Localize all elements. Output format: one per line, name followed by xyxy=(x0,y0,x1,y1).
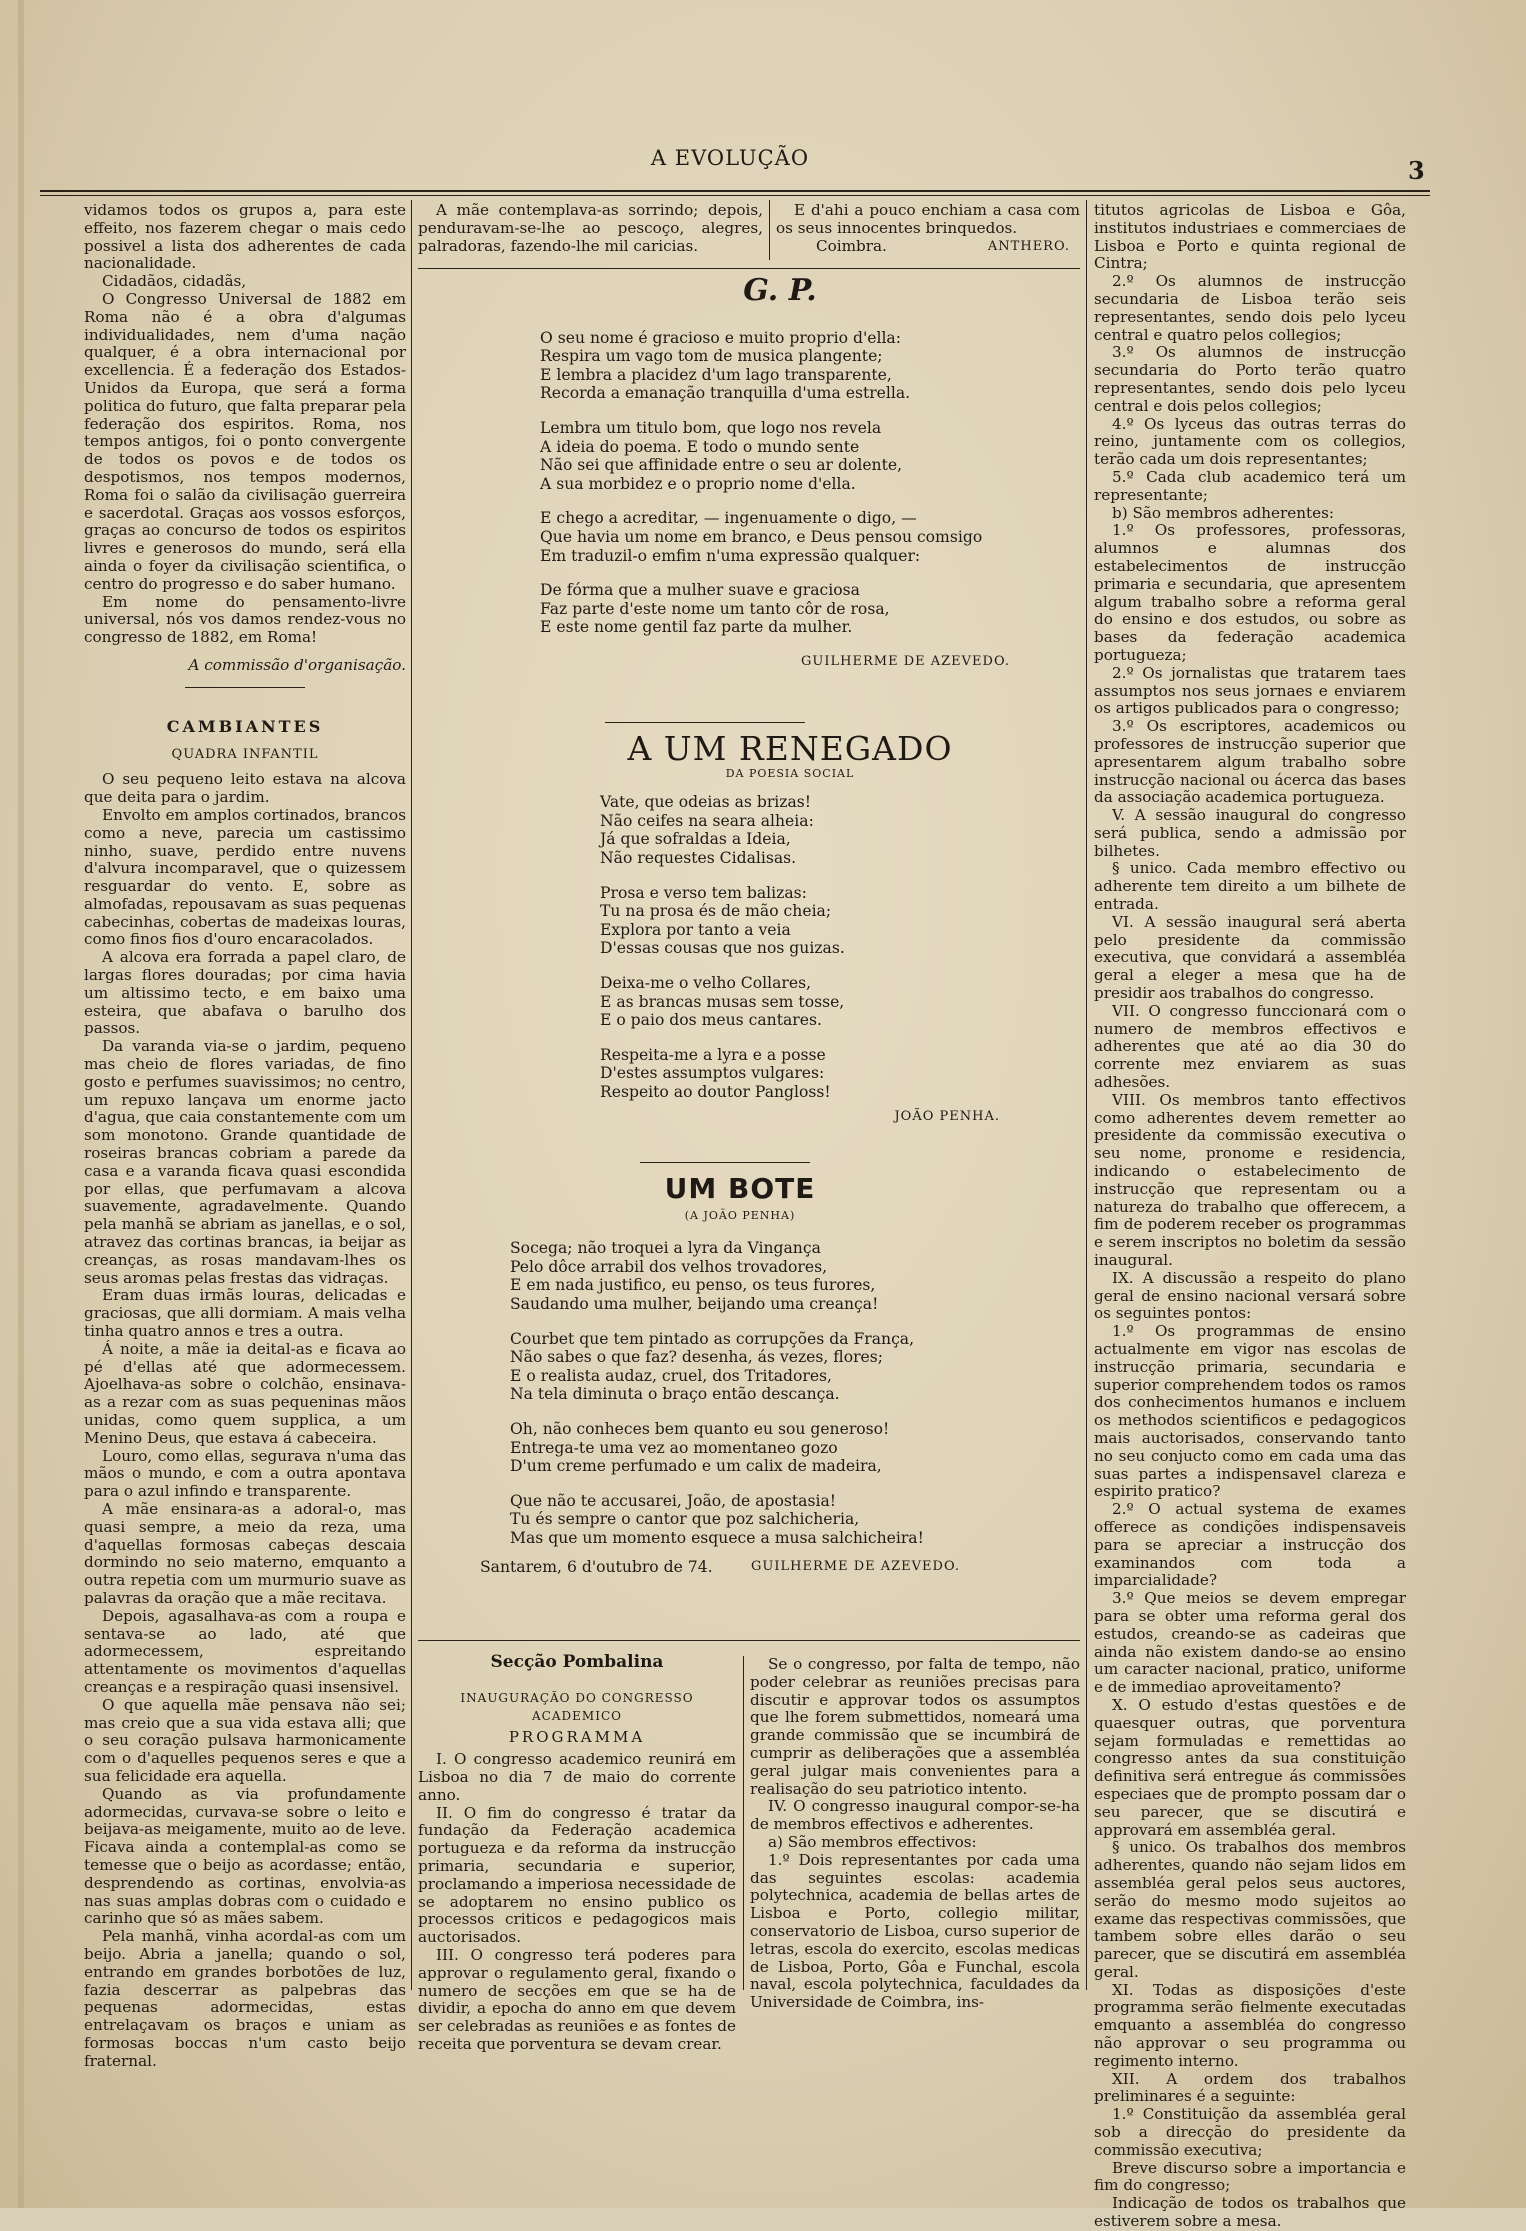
column-rule-4 xyxy=(743,1656,744,1990)
seccao-title: Secção Pombalina xyxy=(490,1652,664,1672)
paragraph: a) São membros effectivos: xyxy=(768,1832,977,1851)
paragraph: 3.º Que meios se devem empregar para se obter uma reforma geral dos estudos, creando-se as cadeiras que ainda não existem dando-se ao ensino um caracter nacional, pratico, uniforme e de immediao aproveitamento? xyxy=(1094,1589,1406,1697)
verse-line: E este nome gentil faz parte da mulher. xyxy=(540,618,853,637)
verse-line: Não sabes o que faz? desenha, ás vezes, flores; xyxy=(510,1348,884,1367)
verse-line: D'essas cousas que nos guizas. xyxy=(600,939,845,958)
verse-line: Courbet que tem pintado as corrupções da França, xyxy=(510,1329,915,1348)
paragraph: A mãe contemplava-as sorrindo; depois, penduravam-se-lhe ao pescoço, alegres, palradoras, fazendo-lhe mil caricias. xyxy=(418,201,763,255)
verse-line: Na tela diminuta o braço então descança. xyxy=(510,1385,840,1404)
divider xyxy=(418,268,1080,269)
paragraph: Á noite, a mãe ia deital-as e ficava ao pé d'ellas até que adormecessem. Ajoelhava-as sobre o colchão, ensinava-as a rezar com as suas pequeninas mãos unidas, como quem supplica, a um Menino Deus, que estava á cabeceira. xyxy=(84,1339,406,1447)
paragraph: E d'ahi a pouco enchiam a casa com os seus innocentes brinquedos. xyxy=(776,201,1080,237)
place-line: Santarem, 6 d'outubro de 74. xyxy=(480,1557,713,1576)
verse-line: Recorda a emanação tranquilla d'uma estrella. xyxy=(540,384,911,403)
paragraph: § unico. Os trabalhos dos membros adherentes, quando não sejam lidos em assembléa geral pelos seus auctores, serão do mesmo modo sujeitos ao exame das respectivas commissões, que tambem sobre elles darão o seu parecer, que se discutirá em assembléa geral. xyxy=(1094,1838,1406,1981)
stanza xyxy=(540,419,1020,493)
paragraph: I. O congresso academico reunirá em Lisboa no dia 7 de maio do corrente anno. xyxy=(418,1750,736,1804)
divider xyxy=(605,722,805,723)
place-line: Coimbra. xyxy=(816,236,887,255)
paragraph: VII. O congresso funccionará com o numero de membros effectivos e adherentes que até ao dia 30 do corrente mez enviarem as suas adhesões. xyxy=(1094,1001,1406,1092)
paragraph: Em nome do pensamento-livre universal, nós vos damos rendez-vous no congresso de 1882, em Roma! xyxy=(84,592,406,647)
paragraph: 3.º Os escriptores, academicos ou professores de instrucção superior que apresentarem algum trabalho sobre instrucção nacional ou ácerca das bases da associação academica portugueza. xyxy=(1094,717,1406,807)
verse-line: A ideia do poema. E todo o mundo sente xyxy=(540,437,860,456)
paragraph: Indicação de todos os trabalhos que estiverem sobre a mesa. xyxy=(1094,2194,1406,2231)
paragraph: X. O estudo d'estas questões e de quaesquer outras, que porventura sejam formuladas e remettidas ao congresso antes da sua constituição definitiva será entregue ás commissões especiaes que de prompto possam dar o seu parecer, que se discutirá e approvará em assembléa geral. xyxy=(1094,1695,1406,1839)
author-signature: GUILHERME DE AZEVEDO. xyxy=(751,1558,960,1574)
verse-line: Deixa-me o velho Collares, xyxy=(600,973,812,992)
verse-line: E lembra a placidez d'um lago transparente, xyxy=(540,365,892,384)
verse-line: O seu nome é gracioso e muito proprio d'ella: xyxy=(540,328,901,347)
paragraph: b) São membros adherentes: xyxy=(1112,503,1335,522)
verse-line: Não sei que affinidade entre o seu ar dolente, xyxy=(540,456,903,475)
seccao-left xyxy=(418,1650,736,2054)
stanza xyxy=(540,329,1020,403)
verse-line: Pelo dôce arrabil dos velhos trovadores, xyxy=(510,1257,828,1276)
verse-line: Não ceifes na seara alheia: xyxy=(600,811,814,830)
stanza xyxy=(510,1239,1030,1313)
stanza xyxy=(540,509,1020,565)
verse-line: Entrega-te uma vez ao momentaneo gozo xyxy=(510,1438,838,1457)
verse-line: D'um creme perfumado e um calix de madeira, xyxy=(510,1457,882,1476)
stanza xyxy=(600,884,1020,958)
paragraph: 1.º Os programmas de ensino actualmente em vigor nas escolas de instrucção primaria, secundaria e superior comprehendem todos os ramos dos conhecimentos humanos e incluem os methodos scientificos e pedagogicos mais auctorisados, conservando tanto no seu conjucto como em cada uma das suas partes a indispensavel clareza e espirito pratico? xyxy=(1094,1322,1406,1501)
stanza xyxy=(510,1492,1030,1548)
verse-line: Já que sofraldas a Ideia, xyxy=(600,830,791,849)
paragraph: Breve discurso sobre a importancia e fim do congresso; xyxy=(1094,2158,1406,2195)
paragraph: O que aquella mãe pensava não sei; mas creio que a sua vida estava alli; que o seu coração pulsava harmonicamente com o d'aquelles pequenos seres e que a sua felicidade era aquella. xyxy=(84,1695,406,1785)
paragraph: XI. Todas as disposições d'este programma serão fielmente executadas emquanto a assembléa do congresso não approvar o seu programma ou regimento interno. xyxy=(1094,1980,1406,2070)
verse-line: Faz parte d'este nome um tanto côr de rosa, xyxy=(540,599,890,618)
bote-subtitle: (A JOÃO PENHA) xyxy=(684,1208,796,1222)
verse-line: Vate, que odeias as brizas! xyxy=(600,793,812,812)
verse-line: Oh, não conheces bem quanto eu sou generoso! xyxy=(510,1419,890,1438)
cambiantes-title: CAMBIANTES xyxy=(166,716,324,736)
column-rule-3 xyxy=(1086,200,1087,1990)
column-3-top xyxy=(776,202,1080,255)
column-rule-2 xyxy=(769,200,770,260)
divider xyxy=(640,1162,810,1163)
paragraph: II. O fim do congresso é tratar da fundação da Federação academica portugueza e da reforma da instrucção primaria, secundaria e superior, proclamando a imperiosa necessidade de se adoptarem no ensino publico os processos criticos e pedagogicos mais auctorisados. xyxy=(418,1803,736,1947)
verse-line: Lembra um titulo bom, que logo nos revela xyxy=(540,418,882,437)
column-rule-1 xyxy=(411,200,412,1990)
paragraph: 2.º Os alumnos de instrucção secundaria de Lisboa terão seis representantes, sendo dois pelo lyceu central e quatro pelos collegios; xyxy=(1094,272,1406,344)
paragraph: III. O congresso terá poderes para approvar o regulamento geral, fixando o numero de secções em que se ha de dividir, a epocha do anno em que devem ser celebradas as reuniões e as fontes de receita que porventura se devam crear. xyxy=(418,1945,736,2053)
verse-line: Socega; não troquei a lyra da Vingança xyxy=(510,1239,821,1258)
stanza xyxy=(600,974,1020,1030)
verse-line: De fórma que a mulher suave e graciosa xyxy=(540,581,860,600)
bote-block xyxy=(480,1172,1030,1576)
renegado-block xyxy=(600,729,1020,1126)
paragraph: Se o congresso, por falta de tempo, não poder celebrar as reuniões precisas para discutir e approvar todos os assumptos que lhe forem submettidos, nomeará uma grande commissão que se incumbirá de cumprir as deliberações que a assembléa geral julgar mais convenientes para a realisação do seu patriotico intento. xyxy=(750,1655,1080,1798)
page-number: 3 xyxy=(1408,156,1425,185)
verse-line: E em nada justifico, eu penso, os teus furores, xyxy=(510,1276,876,1295)
verse-line: Tu na prosa és de mão cheia; xyxy=(600,902,832,921)
author-signature: JOÃO PENHA. xyxy=(894,1108,1000,1124)
paragraph: Pela manhã, vinha acordal-as com um beijo. Abria a janella; quando o sol, entrando em grandes borbotões de luz, fazia descerrar as palpebras das pequenas adormecidas, estas entrelaçavam os braços e uniam as formosas boccas n'um casto beijo fraternal. xyxy=(84,1927,406,2070)
divider xyxy=(418,1640,1080,1641)
gp-poem-block xyxy=(540,273,1020,672)
paragraph: 1.º Os professores, professoras, alumnos e alumnas dos estabelecimentos de instrucção primaria e secundaria, que apresentem algum trabalho sobre a reforma geral do ensino e dos estudos, ou sobre as bases da federação academica portugueza; xyxy=(1094,521,1406,664)
page-fold xyxy=(18,0,24,2208)
paragraph: 3.º Os alumnos de instrucção secundaria do Porto terão quatro representantes, sendo dois pelo lyceu central e dois pelos collegios; xyxy=(1094,343,1406,415)
paragraph: IV. O congresso inaugural compor-se-ha de membros effectivos e adherentes. xyxy=(750,1797,1080,1834)
verse-line: Saudando uma mulher, beijando uma creança! xyxy=(510,1294,879,1313)
verse-line: Mas que um momento esquece a musa salchicheira! xyxy=(510,1528,924,1547)
paragraph: A mãe ensinara-as a adoral-o, mas quasi sempre, a meio da reza, uma d'aquellas formosas cabeças descaia dormindo no seio materno, emquanto a outra repetia com um murmurio suave as palavras da oração que a mãe recitava. xyxy=(84,1499,406,1607)
verse-line: Que não te accusarei, João, de apostasia! xyxy=(510,1491,837,1510)
verse-line: Não requestes Cidalisas. xyxy=(600,848,797,867)
paragraph: A alcova era forrada a papel claro, de largas flores douradas; por cima havia um altissimo tecto, e em baixo uma esteira, que abafava o barulho dos passos. xyxy=(84,948,406,1038)
bote-title: UM BOTE xyxy=(664,1172,816,1205)
gp-title: G. P. xyxy=(743,273,817,308)
paragraph: VIII. Os membros tanto effectivos como adherentes devem remetter ao presidente da commissão executiva o seu nome, pronome e residencia, indicando o estabelecimento de instrucção que representam ou a natureza do trabalho que offerecem, a fim de poderem receber os programmas e serem inscriptos no boletim da sessão inaugural. xyxy=(1094,1090,1406,1270)
renegado-subtitle: DA POESIA SOCIAL xyxy=(725,766,855,780)
paragraph: Eram duas irmãs louras, delicadas e graciosas, que alli dormiam. A mais velha tinha quatro annos e tres a outra. xyxy=(84,1286,406,1341)
seccao-right xyxy=(750,1656,1080,2012)
masthead-title: A EVOLUÇÃO xyxy=(650,146,810,170)
author-signature: ANTHERO. xyxy=(987,238,1070,254)
paragraph: 2.º O actual systema de exames offerece as condições indispensaveis para se apreciar a instrucção dos examinandos com toda a imparcialidade? xyxy=(1094,1500,1406,1590)
paragraph: 1.º Dois representantes por cada uma das seguintes escolas: academia polytechnica, academia de bellas artes de Lisboa e Porto, collegio militar, conservatorio de Lisboa, curso superior de letras, escola do exercito, escolas medicas de Lisboa, Porto, Gôa e Funchal, escola naval, escola polytechnica, faculdades da Universidade de Coimbra, ins- xyxy=(750,1850,1080,2012)
column-4 xyxy=(1094,202,1406,2231)
verse-line: E chego a acreditar, — ingenuamente o digo, — xyxy=(540,509,917,528)
verse-line: D'estes assumptos vulgares: xyxy=(600,1064,825,1083)
seccao-subtitle: INAUGURAÇÃO DO CONGRESSO ACADEMICO xyxy=(460,1690,694,1723)
paragraph: Envolto em amplos cortinados, brancos como a neve, parecia um castissimo ninho, suave, perdido entre nuvens d'alvura incomparavel, que o quizessem resguardar do vento. E, sobre as almofadas, repousavam as suas pequenas cabecinhas, cobertas de madeixas louras, como finos fios d'ouro encaracolados. xyxy=(84,805,406,949)
header-rule xyxy=(40,190,1430,196)
verse-line: Respeita-me a lyra e a posse xyxy=(600,1045,826,1064)
cambiantes-subtitle: QUADRA INFANTIL xyxy=(171,746,319,762)
paragraph: 1.º Constituição da assembléa geral sob a direcção do presidente da commissão executiva; xyxy=(1094,2105,1406,2159)
paragraph: 2.º Os jornalistas que tratarem taes assumptos nos seus jornaes e enviarem os artigos publicados para o congresso; xyxy=(1094,663,1406,718)
programma-heading: PROGRAMMA xyxy=(508,1728,646,1747)
renegado-title: A UM RENEGADO xyxy=(627,729,953,768)
paragraph: IX. A discussão a respeito do plano geral de ensino nacional versará sobre os seguintes pontos: xyxy=(1094,1268,1406,1323)
verse-line: Tu és sempre o cantor que poz salchicheria, xyxy=(510,1510,860,1529)
verse-line: E o paio dos meus cantares. xyxy=(600,1011,822,1030)
stanza xyxy=(540,581,1020,637)
verse-line: E as brancas musas sem tosse, xyxy=(600,992,845,1011)
paragraph: V. A sessão inaugural do congresso será publica, sendo a admissão por bilhetes. xyxy=(1094,806,1406,860)
verse-line: Em traduzil-o emfim n'uma expressão qualquer: xyxy=(540,546,921,565)
section-divider xyxy=(185,687,305,688)
verse-line: E o realista audaz, cruel, dos Tritadores, xyxy=(510,1366,833,1385)
paragraph: Da varanda via-se o jardim, pequeno mas cheio de flores variadas, de fino gosto e perfumes suavissimos; no centro, um repuxo lançava um enorme jacto d'agua, que caia constantemente com um som monotono. Grande quantidade de roseiras brancas cobriam a parede da casa e a varanda ficava quasi escondida por ellas, que perfumavam a alcova suavemente, agradavelmente. Quando pela manhã se abriam as janellas, e o sol, atravez das cortinas brancas, ia beijar as creanças, as rosas mandavam-lhes os seus aromas pelas frestas das vidraças. xyxy=(84,1037,406,1287)
paragraph: vidamos todos os grupos a, para este effeito, nos fazerem chegar o mais cedo possivel a lista dos adherentes de cada nacionalidade. xyxy=(84,201,406,273)
paragraph: VI. A sessão inaugural será aberta pelo presidente da commissão executiva, que convidará a assembléa geral a eleger a mesa que ha de presidir aos trabalhos do congresso. xyxy=(1094,912,1406,1003)
verse-line: Explora por tanto a veia xyxy=(600,920,791,939)
paragraph: Louro, como ellas, segurava n'uma das mãos o mundo, e com a outra apontava para o azul infindo e transparente. xyxy=(84,1446,406,1501)
verse-line: Respira um vago tom de musica plangente; xyxy=(540,347,883,366)
author-signature: GUILHERME DE AZEVEDO. xyxy=(801,653,1010,669)
paragraph: 5.º Cada club academico terá um representante; xyxy=(1094,467,1406,504)
paragraph: Cidadãos, cidadãs, xyxy=(102,272,247,291)
verse-line: Respeito ao doutor Pangloss! xyxy=(600,1082,831,1101)
verse-line: A sua morbidez e o proprio nome d'ella. xyxy=(540,474,856,493)
paragraph: 4.º Os lyceus das outras terras do reino, juntamente com os collegios, terão cada um dois representantes; xyxy=(1094,414,1406,469)
paragraph: O seu pequeno leito estava na alcova que deita para o jardim. xyxy=(84,770,406,807)
paragraph: § unico. Cada membro effectivo ou adherente tem direito a um bilhete de entrada. xyxy=(1094,859,1406,914)
paragraph: Quando as via profundamente adormecidas, curvava-se sobre o leito e beijava-as meigamente, muito ao de leve. Ficava ainda a contemplal-as como se temesse que o beijo as acordasse; então, desprendendo as cortinas, envolvia-as nas suas amplas dobras com o cuidado e carinho que só as mães sabem. xyxy=(84,1784,406,1928)
paragraph: Depois, agasalhava-as com a roupa e sentava-se ao lado, até que adormecessem, espreitando attentamente os movimentos d'aquellas creanças e a respiração quasi insensivel. xyxy=(84,1606,406,1696)
paragraph: titutos agricolas de Lisboa e Gôa, institutos industriaes e commerciaes de Lisboa e Porto e quinta regional de Cintra; xyxy=(1094,201,1406,273)
column-2-top xyxy=(418,202,763,255)
paragraph: O Congresso Universal de 1882 em Roma não é a obra d'algumas individualidades, nem d'uma nação qualquer, é a obra internacional por excellencia. É a federação dos Estados-Unidos da Europa, que será a forma politica do futuro, que falta preparar pela federação dos espiritos. Roma, nos tempos antigos, foi o ponto convergente de todos os povos e de todos os despotismos, nos tempos modernos, Roma foi o salão da civilisação guerreira e sacerdotal. Graças aos vossos esforços, graças ao concurso de todos os espiritos livres e generosos do mundo, será ella ainda o foyer da civilisação scientifica, o centro do progresso e do saber humano. xyxy=(84,289,406,593)
stanza xyxy=(510,1330,1030,1404)
paragraph: XII. A ordem dos trabalhos preliminares é a seguinte: xyxy=(1094,2069,1406,2106)
stanza xyxy=(600,1046,1020,1102)
stanza xyxy=(510,1420,1030,1476)
column-1 xyxy=(84,202,406,2070)
verse-line: Que havia um nome em branco, e Deus pensou comsigo xyxy=(540,527,983,546)
commission-signature: A commissão d'organisação. xyxy=(188,655,406,674)
verse-line: Prosa e verso tem balizas: xyxy=(600,883,807,902)
stanza xyxy=(600,793,1020,867)
